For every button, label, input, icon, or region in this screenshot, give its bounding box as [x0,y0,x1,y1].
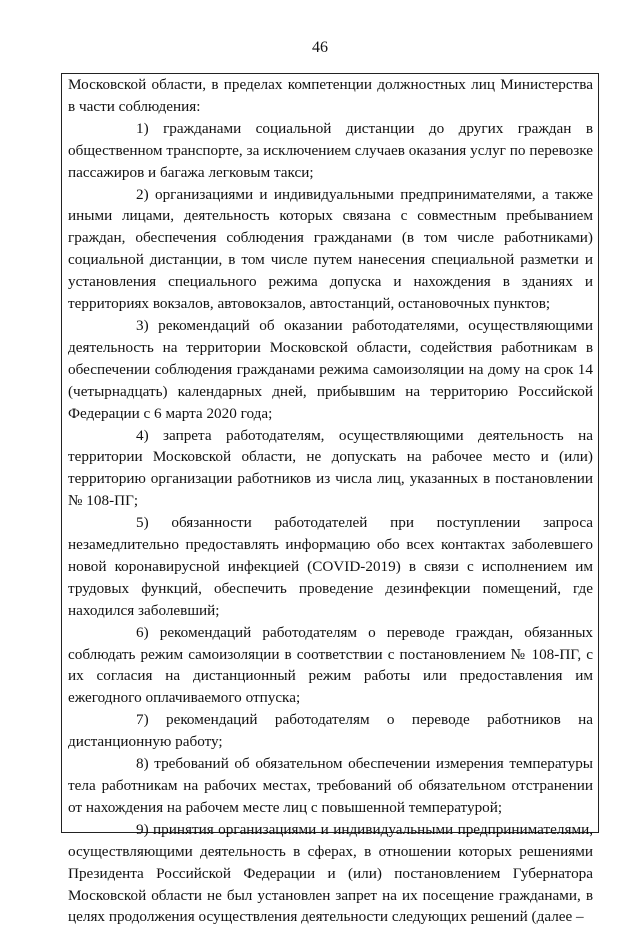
document-frame [61,73,599,926]
paragraph-item-7: 7) рекомендаций работодателям о переводе работников на дистанционную работу; [68,711,593,751]
paragraph-item-9: 9) принятия организациями и индивидуальными предпринимателями, осуществляющими деятельность в сферах, в отношении которых решениями Президента Российской Федерации и (или) постановлением Губернатора Московской области не был установлен запрет на их посещение гражданами, в целях продолжения осуществления деятельности следующих решений (далее – [68,820,593,926]
paragraph-item-2: 2) организациями и индивидуальными предпринимателями, а также иными лицами, деятельность которых связана с совместным пребыванием граждан, обеспечения соблюдения гражданами (в том числе работниками) социальной дистанции, в том числе путем нанесения специальной разметки и установления специального режима допуска и нахождения в зданиях и территориях вокзалов, автовокзалов, автостанций, остановочных пунктов; [68,185,593,313]
document-body [62,74,598,928]
paragraph-item-8: 8) требований об обязательном обеспечении измерения температуры тела работникам на рабочих местах, требований об обязательном отстранении от нахождения на рабочем месте лиц с повышенной температурой; [68,755,593,816]
paragraph-item-3: 3) рекомендаций об оказании работодателями, осуществляющими деятельность на территории Московской области, содействия работникам в обеспечении соблюдения гражданами режима самоизоляции на дому на срок 14 (четырнадцать) календарных дней, прибывшим на территорию Российской Федерации с 6 марта 2020 года; [68,316,593,422]
paragraph-item-5: 5) обязанности работодателей при поступлении запроса незамедлительно предоставлять информацию обо всех контактах заболевшего новой коронавирусной инфекцией (COVID-2019) в связи с исполнением им трудовых функций, обеспечить проведение дезинфекции помещений, где находился заболевший; [68,514,593,619]
page-number: 46 [312,39,328,56]
paragraph-item-4: 4) запрета работодателям, осуществляющими деятельность на территории Московской области, не допускать на рабочее место и (или) территорию организации работников из числа лиц, указанных в постановлении № 108-ПГ; [68,426,593,510]
paragraph-item-6: 6) рекомендаций работодателям о переводе граждан, обязанных соблюдать режим самоизоляции в соответствии с постановлением № 108-ПГ, с их согласия на дистанционный режим работы или предоставления им ежегодного оплачиваемого отпуска; [68,623,593,707]
paragraph-item-1: 1) гражданами социальной дистанции до других граждан в общественном транспорте, за исключением случаев оказания услуг по перевозке пассажиров и багажа легковым такси; [68,119,593,181]
paragraph-intro: Московской области, в пределах компетенции должностных лиц Министерства в части соблюдения: [68,76,593,115]
